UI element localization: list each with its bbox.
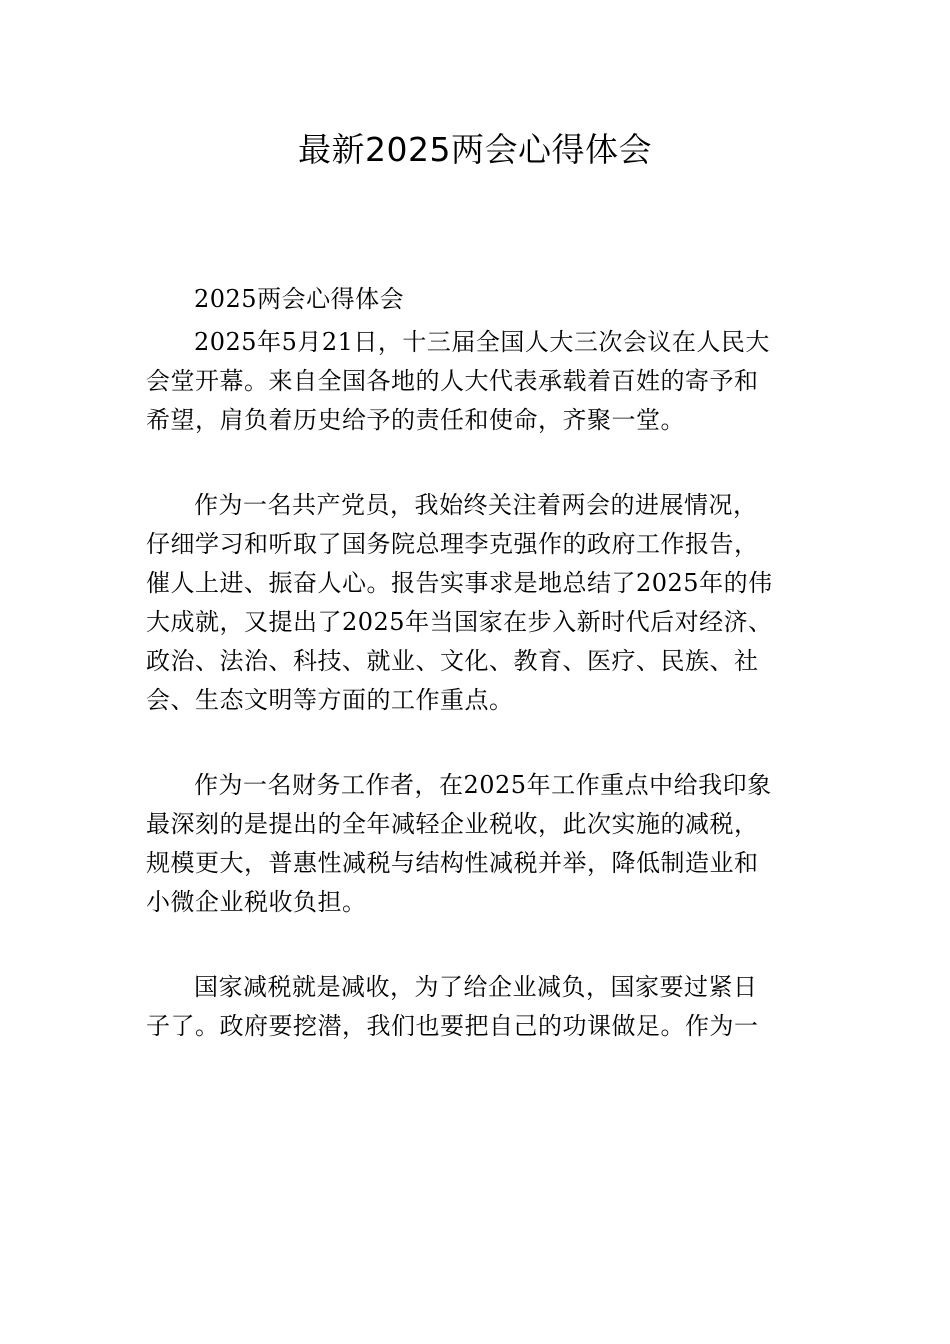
- paragraph-line: 会、生态文明等方面的工作重点。: [146, 686, 514, 714]
- paragraph-1: [146, 323, 810, 440]
- paragraph-line: 希望，肩负着历史给予的责任和使命，齐聚一堂。: [146, 406, 685, 434]
- paragraph-line: 国家减税就是减收，为了给企业减负，国家要过紧日: [194, 973, 758, 1001]
- paragraph-spacer: [146, 720, 810, 766]
- paragraph-3: [146, 766, 810, 922]
- paragraph-line: 作为一名共产党员，我始终关注着两会的进展情况，: [194, 491, 758, 519]
- paragraph-line: 会堂开幕。来自全国各地的人大代表承载着百姓的寄予和: [146, 367, 759, 395]
- paragraph-line: 仔细学习和听取了国务院总理李克强作的政府工作报告，: [146, 530, 759, 558]
- paragraph-line: 小微企业税收负担。: [146, 888, 367, 916]
- paragraph-line: 子了。政府要挖潜，我们也要把自己的功课做足。作为一: [146, 1012, 759, 1040]
- paragraph-line: 规模更大，普惠性减税与结构性减税并举，降低制造业和: [146, 849, 759, 877]
- paragraph-line: 政治、法治、科技、就业、文化、教育、医疗、民族、社: [146, 647, 759, 675]
- subheading: 2025两会心得体会: [194, 285, 405, 313]
- paragraph-line: 2025年5月21日，十三届全国人大三次会议在人民大: [194, 328, 770, 356]
- document-title: 最新2025两会心得体会: [298, 130, 652, 169]
- paragraph-line: 最深刻的是提出的全年减轻企业税收，此次实施的减税，: [146, 810, 759, 838]
- paragraph-line: 大成就，又提出了2025年当国家在步入新时代后对经济、: [146, 608, 773, 636]
- document-body: [146, 280, 810, 1046]
- paragraph-4: [146, 968, 810, 1046]
- paragraph-spacer: [146, 440, 810, 486]
- paragraph-2: [146, 486, 810, 720]
- paragraph-spacer: [146, 922, 810, 968]
- paragraph-line: 作为一名财务工作者，在2025年工作重点中给我印象: [194, 771, 772, 799]
- paragraph-line: 催人上进、振奋人心。报告实事求是地总结了2025年的伟: [146, 569, 773, 597]
